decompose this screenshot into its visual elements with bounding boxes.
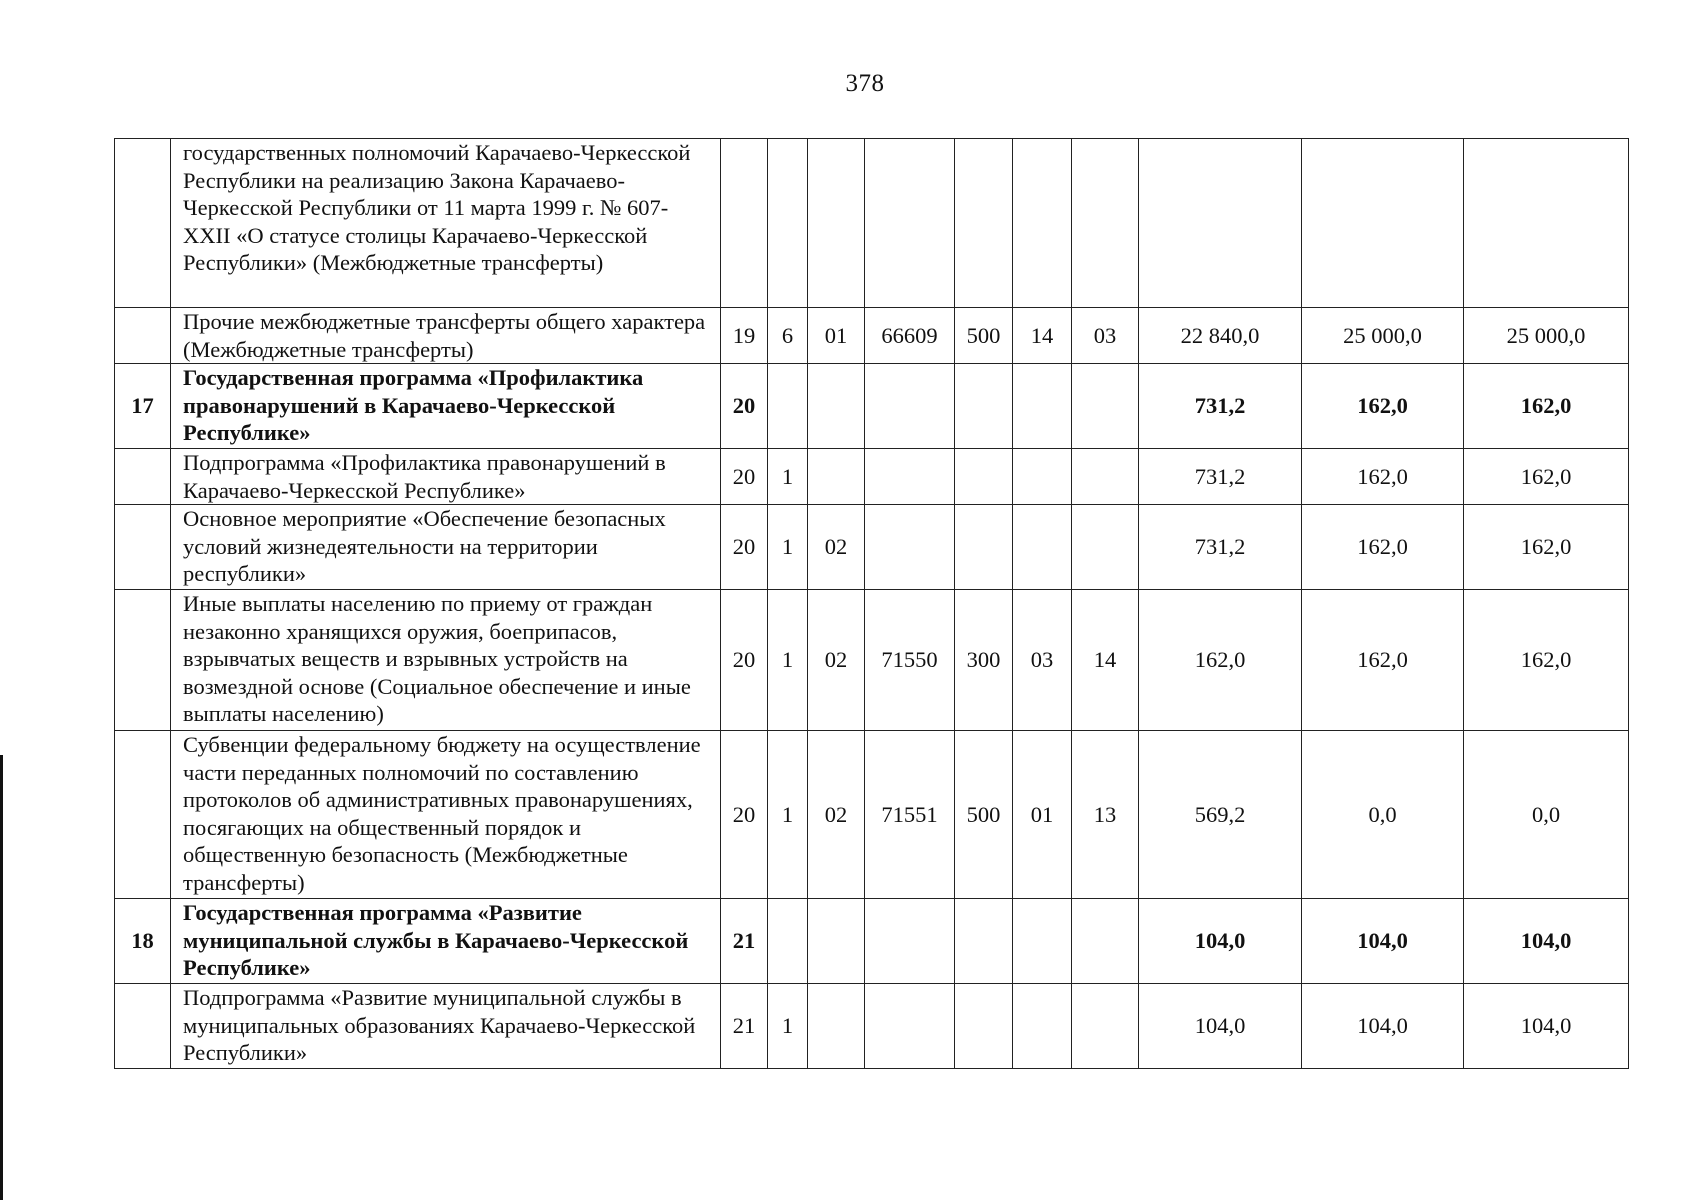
row-number	[115, 505, 171, 590]
row-number	[115, 731, 171, 899]
code-activity: 02	[808, 505, 865, 590]
code-expense-type: 300	[955, 590, 1013, 731]
amount-year-2: 162,0	[1302, 590, 1464, 731]
code-activity	[808, 364, 865, 449]
row-number: 17	[115, 364, 171, 449]
code-program: 21	[721, 984, 768, 1069]
row-number	[115, 308, 171, 364]
amount-year-1: 569,2	[1139, 731, 1302, 899]
code-activity: 02	[808, 731, 865, 899]
code-subprogram: 1	[768, 984, 808, 1069]
amount-year-2: 162,0	[1302, 449, 1464, 505]
code-subsection: 14	[1072, 590, 1139, 731]
code-expense-type	[955, 984, 1013, 1069]
code-program: 20	[721, 364, 768, 449]
amount-year-1: 104,0	[1139, 899, 1302, 984]
page-number: 378	[845, 70, 885, 97]
amount-year-1	[1139, 139, 1302, 308]
code-section	[1013, 505, 1072, 590]
row-name: Государственная программа «Развитие муниципальной службы в Карачаево-Черкесской Республике»	[171, 899, 721, 984]
amount-year-3: 0,0	[1464, 731, 1629, 899]
table-row	[115, 308, 1629, 364]
code-activity	[808, 449, 865, 505]
code-subprogram	[768, 139, 808, 308]
code-subprogram: 1	[768, 731, 808, 899]
table-row	[115, 139, 1629, 308]
code-subprogram: 6	[768, 308, 808, 364]
scan-margin-line	[0, 755, 3, 1200]
code-subprogram	[768, 364, 808, 449]
code-expense-type	[955, 449, 1013, 505]
code-subsection	[1072, 364, 1139, 449]
code-activity	[808, 139, 865, 308]
budget-table	[114, 138, 1629, 1069]
code-section: 01	[1013, 731, 1072, 899]
row-number: 18	[115, 899, 171, 984]
amount-year-3: 162,0	[1464, 364, 1629, 449]
table-row	[115, 505, 1629, 590]
code-direction	[865, 505, 955, 590]
amount-year-1: 162,0	[1139, 590, 1302, 731]
amount-year-1: 104,0	[1139, 984, 1302, 1069]
code-program: 20	[721, 505, 768, 590]
code-activity: 02	[808, 590, 865, 731]
table-row	[115, 984, 1629, 1069]
code-direction: 71550	[865, 590, 955, 731]
amount-year-2: 162,0	[1302, 505, 1464, 590]
code-program: 20	[721, 449, 768, 505]
code-section	[1013, 364, 1072, 449]
code-direction	[865, 139, 955, 308]
code-subsection	[1072, 139, 1139, 308]
code-section: 03	[1013, 590, 1072, 731]
code-subprogram: 1	[768, 449, 808, 505]
code-subprogram	[768, 899, 808, 984]
code-direction: 71551	[865, 731, 955, 899]
amount-year-2: 104,0	[1302, 899, 1464, 984]
code-expense-type	[955, 139, 1013, 308]
code-activity: 01	[808, 308, 865, 364]
amount-year-3: 162,0	[1464, 590, 1629, 731]
amount-year-3: 25 000,0	[1464, 308, 1629, 364]
code-program	[721, 139, 768, 308]
table-row	[115, 899, 1629, 984]
code-activity	[808, 984, 865, 1069]
row-name: Подпрограмма «Развитие муниципальной службы в муниципальных образованиях Карачаево-Черкесской Республики»	[171, 984, 721, 1069]
row-name: Государственная программа «Профилактика правонарушений в Карачаево-Черкесской Республике»	[171, 364, 721, 449]
code-direction	[865, 364, 955, 449]
code-direction	[865, 984, 955, 1069]
row-number	[115, 984, 171, 1069]
row-name: Подпрограмма «Профилактика правонарушений в Карачаево-Черкесской Республике»	[171, 449, 721, 505]
code-subprogram: 1	[768, 505, 808, 590]
code-expense-type: 500	[955, 308, 1013, 364]
amount-year-3: 162,0	[1464, 449, 1629, 505]
table-row	[115, 590, 1629, 731]
amount-year-1: 22 840,0	[1139, 308, 1302, 364]
code-direction	[865, 899, 955, 984]
table-row	[115, 364, 1629, 449]
code-section	[1013, 139, 1072, 308]
code-subsection	[1072, 449, 1139, 505]
code-program: 21	[721, 899, 768, 984]
code-expense-type	[955, 505, 1013, 590]
amount-year-2: 0,0	[1302, 731, 1464, 899]
amount-year-3: 162,0	[1464, 505, 1629, 590]
code-subsection	[1072, 984, 1139, 1069]
row-number	[115, 590, 171, 731]
row-name: Прочие межбюджетные трансферты общего характера (Межбюджетные трансферты)	[171, 308, 721, 364]
code-subsection: 03	[1072, 308, 1139, 364]
row-name: государственных полномочий Карачаево-Черкесской Республики на реализацию Закона Карачаево-Черкесской Республики от 11 марта 1999 г. № 607-XXII «О статусе столицы Карачаево-Черкесской Республики» (Межбюджетные трансферты)	[171, 139, 721, 308]
code-direction: 66609	[865, 308, 955, 364]
row-name: Субвенции федеральному бюджету на осуществление части переданных полномочий по составлению протоколов об административных правонарушениях, посягающих на общественный порядок и общественную безопасность (Межбюджетные трансферты)	[171, 731, 721, 899]
row-number	[115, 449, 171, 505]
code-expense-type: 500	[955, 731, 1013, 899]
code-expense-type	[955, 364, 1013, 449]
row-number	[115, 139, 171, 308]
amount-year-2: 162,0	[1302, 364, 1464, 449]
code-subsection	[1072, 899, 1139, 984]
code-program: 20	[721, 590, 768, 731]
code-program: 19	[721, 308, 768, 364]
code-subprogram: 1	[768, 590, 808, 731]
code-activity	[808, 899, 865, 984]
code-section	[1013, 984, 1072, 1069]
code-direction	[865, 449, 955, 505]
amount-year-1: 731,2	[1139, 449, 1302, 505]
amount-year-3: 104,0	[1464, 899, 1629, 984]
amount-year-2: 25 000,0	[1302, 308, 1464, 364]
amount-year-1: 731,2	[1139, 364, 1302, 449]
row-name: Иные выплаты населению по приему от граждан незаконно хранящихся оружия, боеприпасов, взрывчатых веществ и взрывных устройств на возмездной основе (Социальное обеспечение и иные выплаты населению)	[171, 590, 721, 731]
code-subsection	[1072, 505, 1139, 590]
amount-year-2: 104,0	[1302, 984, 1464, 1069]
table-row	[115, 731, 1629, 899]
table-row	[115, 449, 1629, 505]
row-name: Основное мероприятие «Обеспечение безопасных условий жизнедеятельности на территории республики»	[171, 505, 721, 590]
amount-year-1: 731,2	[1139, 505, 1302, 590]
code-subsection: 13	[1072, 731, 1139, 899]
amount-year-3	[1464, 139, 1629, 308]
code-program: 20	[721, 731, 768, 899]
code-expense-type	[955, 899, 1013, 984]
amount-year-3: 104,0	[1464, 984, 1629, 1069]
code-section: 14	[1013, 308, 1072, 364]
amount-year-2	[1302, 139, 1464, 308]
code-section	[1013, 449, 1072, 505]
code-section	[1013, 899, 1072, 984]
